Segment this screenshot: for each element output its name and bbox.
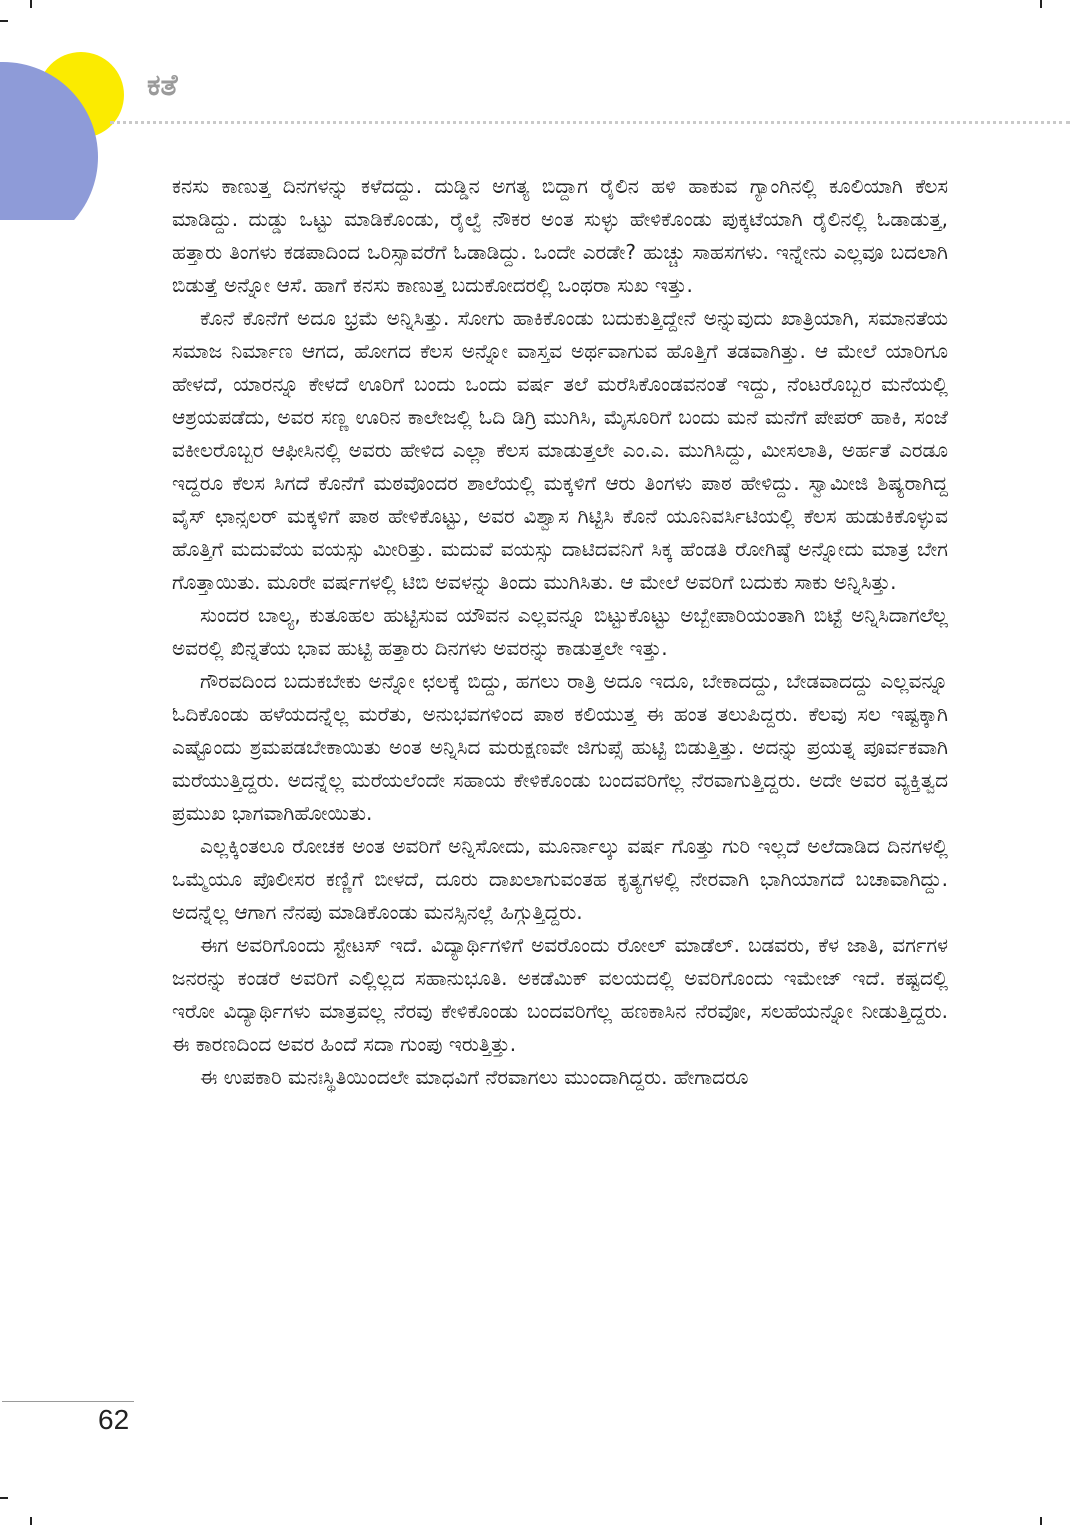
section-title: ಕತೆ — [147, 68, 178, 103]
crop-mark-bottom-right — [1040, 1517, 1042, 1525]
crop-mark-bottom-left-side — [0, 1497, 8, 1499]
paragraph: ಗೌರವದಿಂದ ಬದುಕಬೇಕು ಅನ್ನೋ ಛಲಕ್ಕೆ ಬಿದ್ದು, ಹಗಲು ರಾತ್ರಿ ಅದೂ ಇದೂ, ಬೇಕಾದದ್ದು, ಬೇಡವಾದದ್ದು ಎಲ್ಲವನ್ನೂ ಓದಿಕೊಂಡು ಹಳೆಯದನ್ನೆಲ್ಲ ಮರೆತು, ಅನುಭವಗಳಿಂದ ಪಾಠ ಕಲಿಯುತ್ತ ಈ ಹಂತ ತಲುಪಿದ್ದರು. ಕೆಲವು ಸಲ ಇಷ್ಟಕ್ಕಾಗಿ ಎಷ್ಟೊಂದು ಶ್ರಮಪಡಬೇಕಾಯಿತು ಅಂತ ಅನ್ನಿಸಿದ ಮರುಕ್ಷಣವೇ ಜಿಗುಪ್ಸೆ ಹುಟ್ಟಿ ಬಿಡುತ್ತಿತ್ತು. ಅದನ್ನು ಪ್ರಯತ್ನ ಪೂರ್ವಕವಾಗಿ ಮರೆಯುತ್ತಿದ್ದರು. ಅದನ್ನೆಲ್ಲ ಮರೆಯಲೆಂದೇ ಸಹಾಯ ಕೇಳಿಕೊಂಡು ಬಂದವರಿಗೆಲ್ಲ ನೆರವಾಗುತ್ತಿದ್ದರು. ಅದೇ ಅವರ ವ್ಯಕ್ತಿತ್ವದ ಪ್ರಮುಖ ಭಾಗವಾಗಿಹೋಯಿತು. — [172, 669, 948, 825]
footer-rule — [2, 1401, 134, 1402]
corner-decoration — [0, 0, 160, 220]
crop-mark-bottom-left — [30, 1517, 32, 1525]
header-dotted-rule — [110, 121, 1070, 124]
paragraph: ಕನಸು ಕಾಣುತ್ತ ದಿನಗಳನ್ನು ಕಳೆದದ್ದು. ದುಡ್ಡಿನ ಅಗತ್ಯ ಬಿದ್ದಾಗ ರೈಲಿನ ಹಳಿ ಹಾಕುವ ಗ್ಯಾಂಗಿನಲ್ಲಿ ಕೂಲಿಯಾಗಿ ಕೆಲಸ ಮಾಡಿದ್ದು. ದುಡ್ಡು ಒಟ್ಟು ಮಾಡಿಕೊಂಡು, ರೈಲ್ವೆ ನೌಕರ ಅಂತ ಸುಳ್ಳು ಹೇಳಿಕೊಂಡು ಪುಕ್ಕಟೆಯಾಗಿ ರೈಲಿನಲ್ಲಿ ಓಡಾಡುತ್ತ, ಹತ್ತಾರು ತಿಂಗಳು ಕಡಪಾದಿಂದ ಒರಿಸ್ಸಾವರೆಗೆ ಓಡಾಡಿದ್ದು. ಒಂದೇ ಎರಡೇ? ಹುಚ್ಚು ಸಾಹಸಗಳು. ಇನ್ನೇನು ಎಲ್ಲವೂ ಬದಲಾಗಿ ಬಿಡುತ್ತೆ ಅನ್ನೋ ಆಸೆ. ಹಾಗೆ ಕನಸು ಕಾಣುತ್ತ ಬದುಕೋದರಲ್ಲಿ ಒಂಥರಾ ಸುಖ ಇತ್ತು. — [172, 174, 948, 297]
paragraph: ಈಗ ಅವರಿಗೊಂದು ಸ್ಟೇಟಸ್ ಇದೆ. ವಿದ್ಯಾರ್ಥಿಗಳಿಗೆ ಅವರೊಂದು ರೋಲ್ ಮಾಡೆಲ್. ಬಡವರು, ಕೆಳ ಜಾತಿ, ವರ್ಗಗಳ ಜನರನ್ನು ಕಂಡರೆ ಅವರಿಗೆ ಎಲ್ಲಿಲ್ಲದ ಸಹಾನುಭೂತಿ. ಅಕಡೆಮಿಕ್ ವಲಯದಲ್ಲಿ ಅವರಿಗೊಂದು ಇಮೇಜ್ ಇದೆ. ಕಷ್ಟದಲ್ಲಿ ಇರೋ ವಿದ್ಯಾರ್ಥಿಗಳು ಮಾತ್ರವಲ್ಲ ನೆರವು ಕೇಳಿಕೊಂಡು ಬಂದವರಿಗೆಲ್ಲ ಹಣಕಾಸಿನ ನೆರವೋ, ಸಲಹೆಯನ್ನೋ ನೀಡುತ್ತಿದ್ದರು. ಈ ಕಾರಣದಿಂದ ಅವರ ಹಿಂದೆ ಸದಾ ಗುಂಪು ಇರುತ್ತಿತ್ತು. — [172, 933, 948, 1056]
page-number: 62 — [98, 1404, 130, 1435]
paragraph: ಎಲ್ಲಕ್ಕಿಂತಲೂ ರೋಚಕ ಅಂತ ಅವರಿಗೆ ಅನ್ನಿಸೋದು, ಮೂರ್ನಾಲ್ಕು ವರ್ಷ ಗೊತ್ತು ಗುರಿ ಇಲ್ಲದೆ ಅಲೆದಾಡಿದ ದಿನಗಳಲ್ಲಿ ಒಮ್ಮೆಯೂ ಪೊಲೀಸರ ಕಣ್ಣಿಗೆ ಬೀಳದೆ, ದೂರು ದಾಖಲಾಗುವಂತಹ ಕೃತ್ಯಗಳಲ್ಲಿ ನೇರವಾಗಿ ಭಾಗಿಯಾಗದೆ ಬಚಾವಾಗಿದ್ದು. ಅದನ್ನೆಲ್ಲ ಆಗಾಗ ನೆನಪು ಮಾಡಿಕೊಂಡು ಮನಸ್ಸಿನಲ್ಲೆ ಹಿಗ್ಗುತ್ತಿದ್ದರು. — [172, 834, 948, 924]
paragraph: ಸುಂದರ ಬಾಲ್ಯ, ಕುತೂಹಲ ಹುಟ್ಟಿಸುವ ಯೌವನ ಎಲ್ಲವನ್ನೂ ಬಿಟ್ಟುಕೊಟ್ಟು ಅಬ್ಬೇಪಾರಿಯಂತಾಗಿ ಬಿಟ್ಟೆ ಅನ್ನಿಸಿದಾಗಲೆಲ್ಲ ಅವರಲ್ಲಿ ಖಿನ್ನತೆಯ ಭಾವ ಹುಟ್ಟಿ ಹತ್ತಾರು ದಿನಗಳು ಅವರನ್ನು ಕಾಡುತ್ತಲೇ ಇತ್ತು. — [172, 603, 948, 660]
paragraph: ಈ ಉಪಕಾರಿ ಮನಃಸ್ಥಿತಿಯಿಂದಲೇ ಮಾಧವಿಗೆ ನೆರವಾಗಲು ಮುಂದಾಗಿದ್ದರು. ಹೇಗಾದರೂ — [200, 1065, 749, 1089]
crop-mark-top-right — [1040, 0, 1042, 8]
story-body — [172, 170, 948, 1094]
paragraph: ಕೊನೆ ಕೊನೆಗೆ ಅದೂ ಭ್ರಮೆ ಅನ್ನಿಸಿತ್ತು. ಸೋಗು ಹಾಕಿಕೊಂಡು ಬದುಕುತ್ತಿದ್ದೇನೆ ಅನ್ನುವುದು ಖಾತ್ರಿಯಾಗಿ, ಸಮಾನತೆಯ ಸಮಾಜ ನಿರ್ಮಾಣ ಆಗದ, ಹೋಗದ ಕೆಲಸ ಅನ್ನೋ ವಾಸ್ತವ ಅರ್ಥವಾಗುವ ಹೊತ್ತಿಗೆ ತಡವಾಗಿತ್ತು. ಆ ಮೇಲೆ ಯಾರಿಗೂ ಹೇಳದೆ, ಯಾರನ್ನೂ ಕೇಳದೆ ಊರಿಗೆ ಬಂದು ಒಂದು ವರ್ಷ ತಲೆ ಮರೆಸಿಕೊಂಡವನಂತೆ ಇದ್ದು, ನೆಂಟರೊಬ್ಬರ ಮನೆಯಲ್ಲಿ ಆಶ್ರಯಪಡೆದು, ಅವರ ಸಣ್ಣ ಊರಿನ ಕಾಲೇಜಲ್ಲಿ ಓದಿ ಡಿಗ್ರಿ ಮುಗಿಸಿ, ಮೈಸೂರಿಗೆ ಬಂದು ಮನೆ ಮನೆಗೆ ಪೇಪರ್ ಹಾಕಿ, ಸಂಜೆ ವಕೀಲರೊಬ್ಬರ ಆಫೀಸಿನಲ್ಲಿ ಅವರು ಹೇಳಿದ ಎಲ್ಲಾ ಕೆಲಸ ಮಾಡುತ್ತಲೇ ಎಂ.ಎ. ಮುಗಿಸಿದ್ದು, ಮೀಸಲಾತಿ, ಅರ್ಹತೆ ಎರಡೂ ಇದ್ದರೂ ಕೆಲಸ ಸಿಗದೆ ಕೊನೆಗೆ ಮಠವೊಂದರ ಶಾಲೆಯಲ್ಲಿ ಮಕ್ಕಳಿಗೆ ಆರು ತಿಂಗಳು ಪಾಠ ಹೇಳಿದ್ದು. ಸ್ವಾಮೀಜಿ ಶಿಷ್ಯರಾಗಿದ್ದ ವೈಸ್ ಛಾನ್ಸಲರ್ ಮಕ್ಕಳಿಗೆ ಪಾಠ ಹೇಳಿಕೊಟ್ಟು, ಅವರ ವಿಶ್ವಾಸ ಗಿಟ್ಟಿಸಿ ಕೊನೆ ಯೂನಿವರ್ಸಿಟಿಯಲ್ಲಿ ಕೆಲಸ ಹುಡುಕಿಕೊಳ್ಳುವ ಹೊತ್ತಿಗೆ ಮದುವೆಯ ವಯಸ್ಸು ಮೀರಿತ್ತು. ಮದುವೆ ವಯಸ್ಸು ದಾಟಿದವನಿಗೆ ಸಿಕ್ಕ ಹೆಂಡತಿ ರೋಗಿಷ್ಠೆ ಅನ್ನೋದು ಮಾತ್ರ ಬೇಗ ಗೊತ್ತಾಯಿತು. ಮೂರೇ ವರ್ಷಗಳಲ್ಲಿ ಟಿಬಿ ಅವಳನ್ನು ತಿಂದು ಮುಗಿಸಿತು. ಆ ಮೇಲೆ ಅವರಿಗೆ ಬದುಕು ಸಾಕು ಅನ್ನಿಸಿತ್ತು. — [172, 306, 948, 594]
